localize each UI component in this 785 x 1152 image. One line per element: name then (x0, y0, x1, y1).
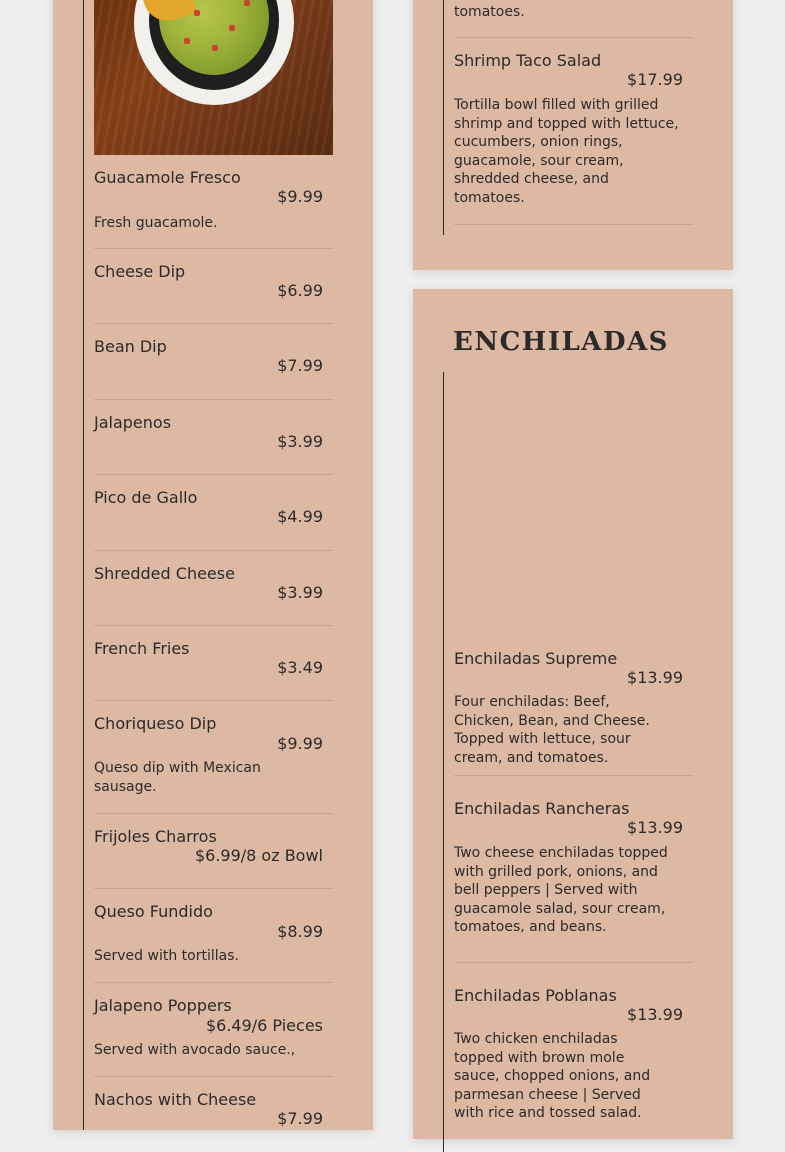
section-title: ENCHILADAS (453, 327, 669, 357)
item-name: Bean Dip (94, 337, 167, 356)
item-price: $13.99 (627, 1005, 683, 1024)
item-description: Queso dip with Mexican sausage. (94, 760, 261, 795)
item-name: Cheese Dip (94, 262, 186, 281)
item-divider (454, 775, 693, 776)
item-divider (94, 625, 333, 626)
item-name: Pico de Gallo (94, 488, 198, 507)
item-price: $13.99 (627, 668, 683, 687)
item-divider (94, 888, 333, 889)
item-price: $4.99 (277, 507, 323, 526)
item-name: Enchiladas Poblanas (454, 986, 617, 1005)
item-divider (454, 224, 693, 225)
item-name: Queso Fundido (94, 902, 213, 921)
item-price: $6.99 (277, 281, 323, 300)
item-divider (94, 1076, 333, 1077)
item-divider (94, 813, 333, 814)
item-price: $8.99 (277, 922, 323, 941)
item-name: Enchiladas Rancheras (454, 799, 630, 818)
item-divider (94, 248, 333, 249)
item-description: Two chicken enchiladas topped with brown mole sauce, chopped onions, and parmesan cheese | Served with rice and tossed salad. (454, 1031, 651, 1121)
item-price: $13.99 (627, 818, 683, 837)
item-name: Nachos with Cheese (94, 1090, 257, 1109)
item-name: Jalapenos (94, 413, 172, 432)
item-name: Guacamole Fresco (94, 168, 241, 187)
card-accent-line (443, 372, 444, 1152)
item-price: $3.99 (277, 432, 323, 451)
item-price: $9.99 (277, 187, 323, 206)
item-divider (94, 700, 333, 701)
appetizers-card (53, 0, 373, 1130)
item-divider (94, 550, 333, 551)
item-description: Served with tortillas. (94, 948, 239, 964)
item-divider (94, 982, 333, 983)
card-accent-line (83, 0, 84, 1130)
card-accent-line (443, 0, 444, 235)
item-price: $9.99 (277, 734, 323, 753)
item-divider (94, 474, 333, 475)
item-divider (94, 399, 333, 400)
item-name: Frijoles Charros (94, 827, 217, 846)
item-price: $3.99 (277, 583, 323, 602)
enchiladas-card (413, 289, 733, 1139)
item-description: Served with avocado sauce., (94, 1042, 296, 1058)
item-name: Choriqueso Dip (94, 714, 217, 733)
item-name: Jalapeno Poppers (94, 996, 232, 1015)
guacamole-photo (94, 0, 333, 155)
item-price: $6.99/8 oz Bowl (194, 846, 323, 865)
item-description: Tortilla bowl filled with grilled shrimp and topped with lettuce, cucumbers, onion rings, guacamole, sour cream, shredded cheese, and tomatoes. (454, 97, 679, 206)
item-divider (454, 962, 693, 963)
item-name: Enchiladas Supreme (454, 649, 618, 668)
item-price: $3.49 (277, 658, 323, 677)
item-description: Fresh guacamole. (94, 215, 218, 231)
item-price: $7.99 (277, 1109, 323, 1128)
item-name: Shrimp Taco Salad (454, 51, 602, 70)
item-divider (94, 323, 333, 324)
item-name: Shredded Cheese (94, 564, 235, 583)
item-price: $17.99 (627, 70, 683, 89)
item-price: $6.49/6 Pieces (205, 1016, 323, 1035)
item-divider (454, 37, 693, 38)
salads-card (413, 0, 733, 270)
item-description: Two cheese enchiladas topped with grilled pork, onions, and bell peppers | Served with guacamole salad, sour cream, tomatoes, and beans. (454, 845, 668, 935)
item-description: Four enchiladas: Beef, Chicken, Bean, and Cheese. Topped with lettuce, sour cream, and tomatoes. (454, 694, 650, 766)
item-price: $7.99 (277, 356, 323, 375)
item-description: tomatoes. (454, 4, 525, 20)
item-name: French Fries (94, 639, 190, 658)
